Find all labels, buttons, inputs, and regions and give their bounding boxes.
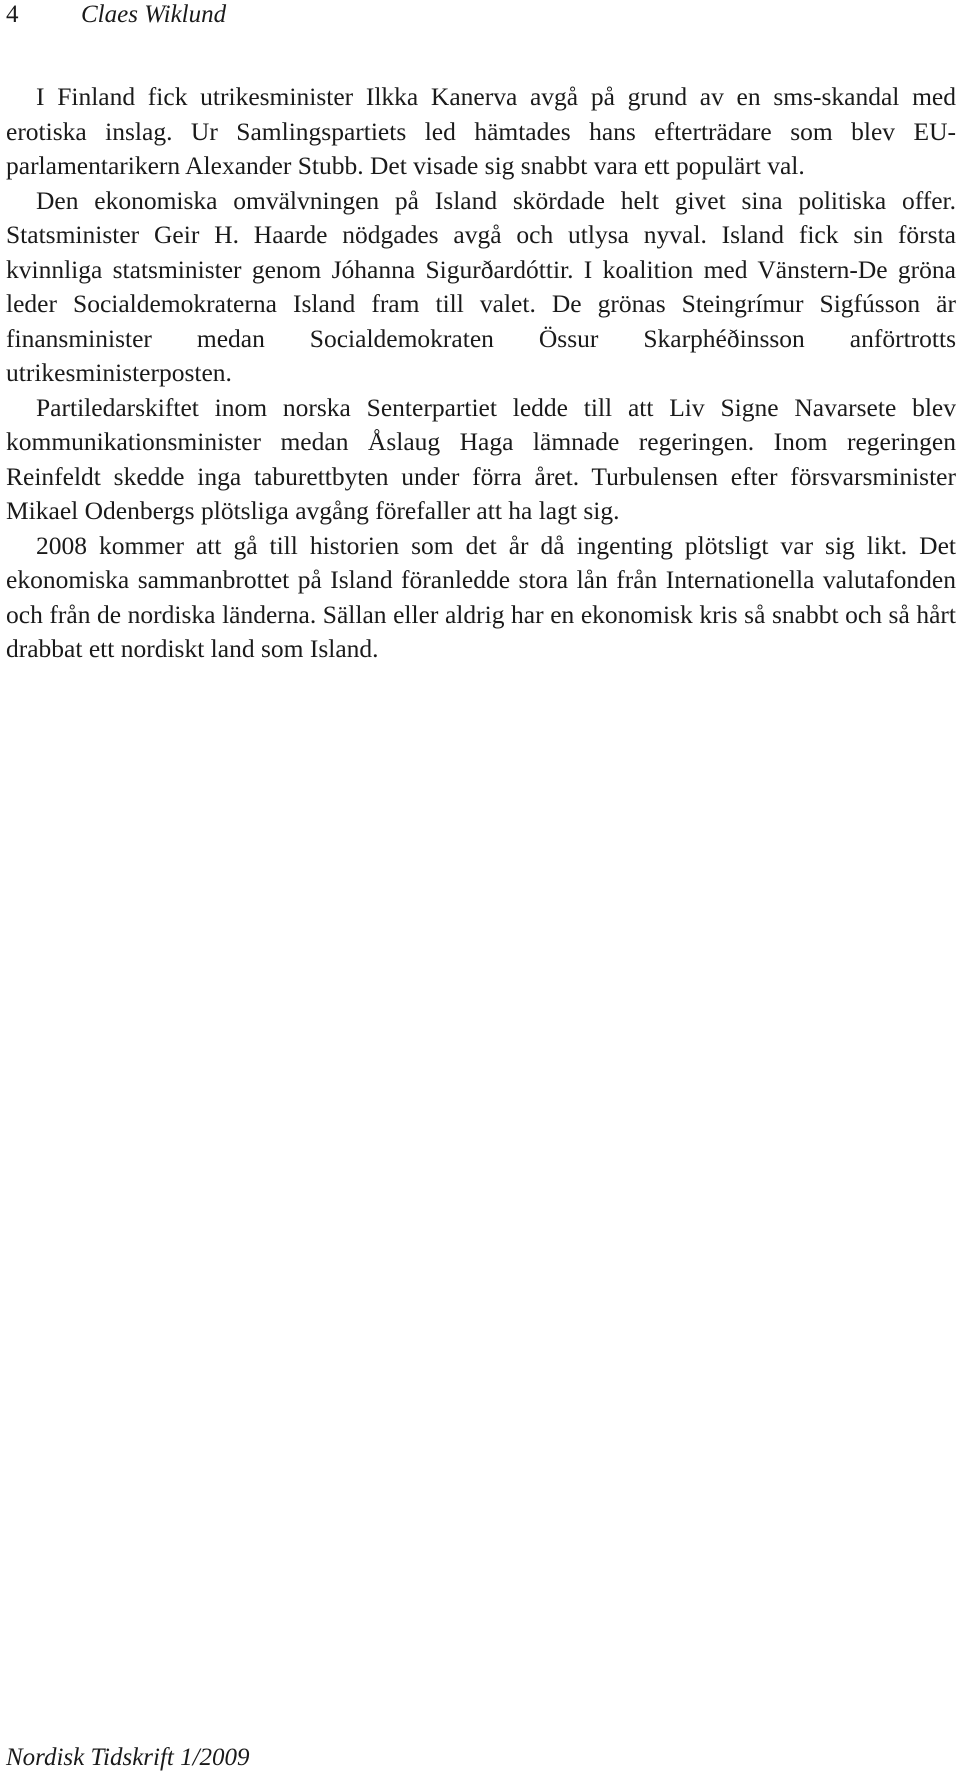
article-body — [6, 80, 956, 667]
page-footer: Nordisk Tidskrift 1/2009 — [6, 1744, 250, 1771]
paragraph-conclusion: 2008 kommer att gå till historien som det år då ingenting plötsligt var sig likt. Det ekonomiska sammanbrottet på Island föranledde stora lån från Internationella valutafonden och från de nordiska länderna. Sällan eller aldrig har en ekonomisk kris så snabbt och så hårt drabbat ett nordiskt land som Island. — [6, 530, 956, 663]
paragraph-iceland: Den ekonomiska omvälvningen på Island skördade helt givet sina politiska offer. Statsminister Geir H. Haarde nödgades avgå och utlysa nyval. Island fick sin första kvinnliga statsminister genom Jóhanna Sigurðardóttir. I koalition med Vänstern-De gröna leder Socialdemokraterna Island fram till valet. De grönas Steingrímur Sigfússon är finansminister medan Socialdemokraten Össur Skarphéðinsson anförtrotts utrikesministerposten. — [6, 185, 956, 387]
running-head-author: Claes Wiklund — [81, 1, 227, 28]
page-header — [6, 0, 226, 30]
page-number: 4 — [6, 1, 19, 28]
paragraph-norway-sweden: Partiledarskiftet inom norska Senterpartiet ledde till att Liv Signe Navarsete blev kommunikationsminister medan Åslaug Haga lämnade regeringen. Inom regeringen Reinfeldt skedde inga taburettbyten under förra året. Turbulensen efter försvarsminister Mikael Odenbergs plötsliga avgång förefaller att ha lagt sig. — [6, 392, 956, 525]
paragraph-finland: I Finland fick utrikesminister Ilkka Kanerva avgå på grund av en sms-skandal med erotiska inslag. Ur Samlingspartiets led hämtades hans efterträdare som blev EU-parlamentarikern Alexander Stubb. Det visade sig snabbt vara ett populärt val. — [6, 82, 956, 180]
